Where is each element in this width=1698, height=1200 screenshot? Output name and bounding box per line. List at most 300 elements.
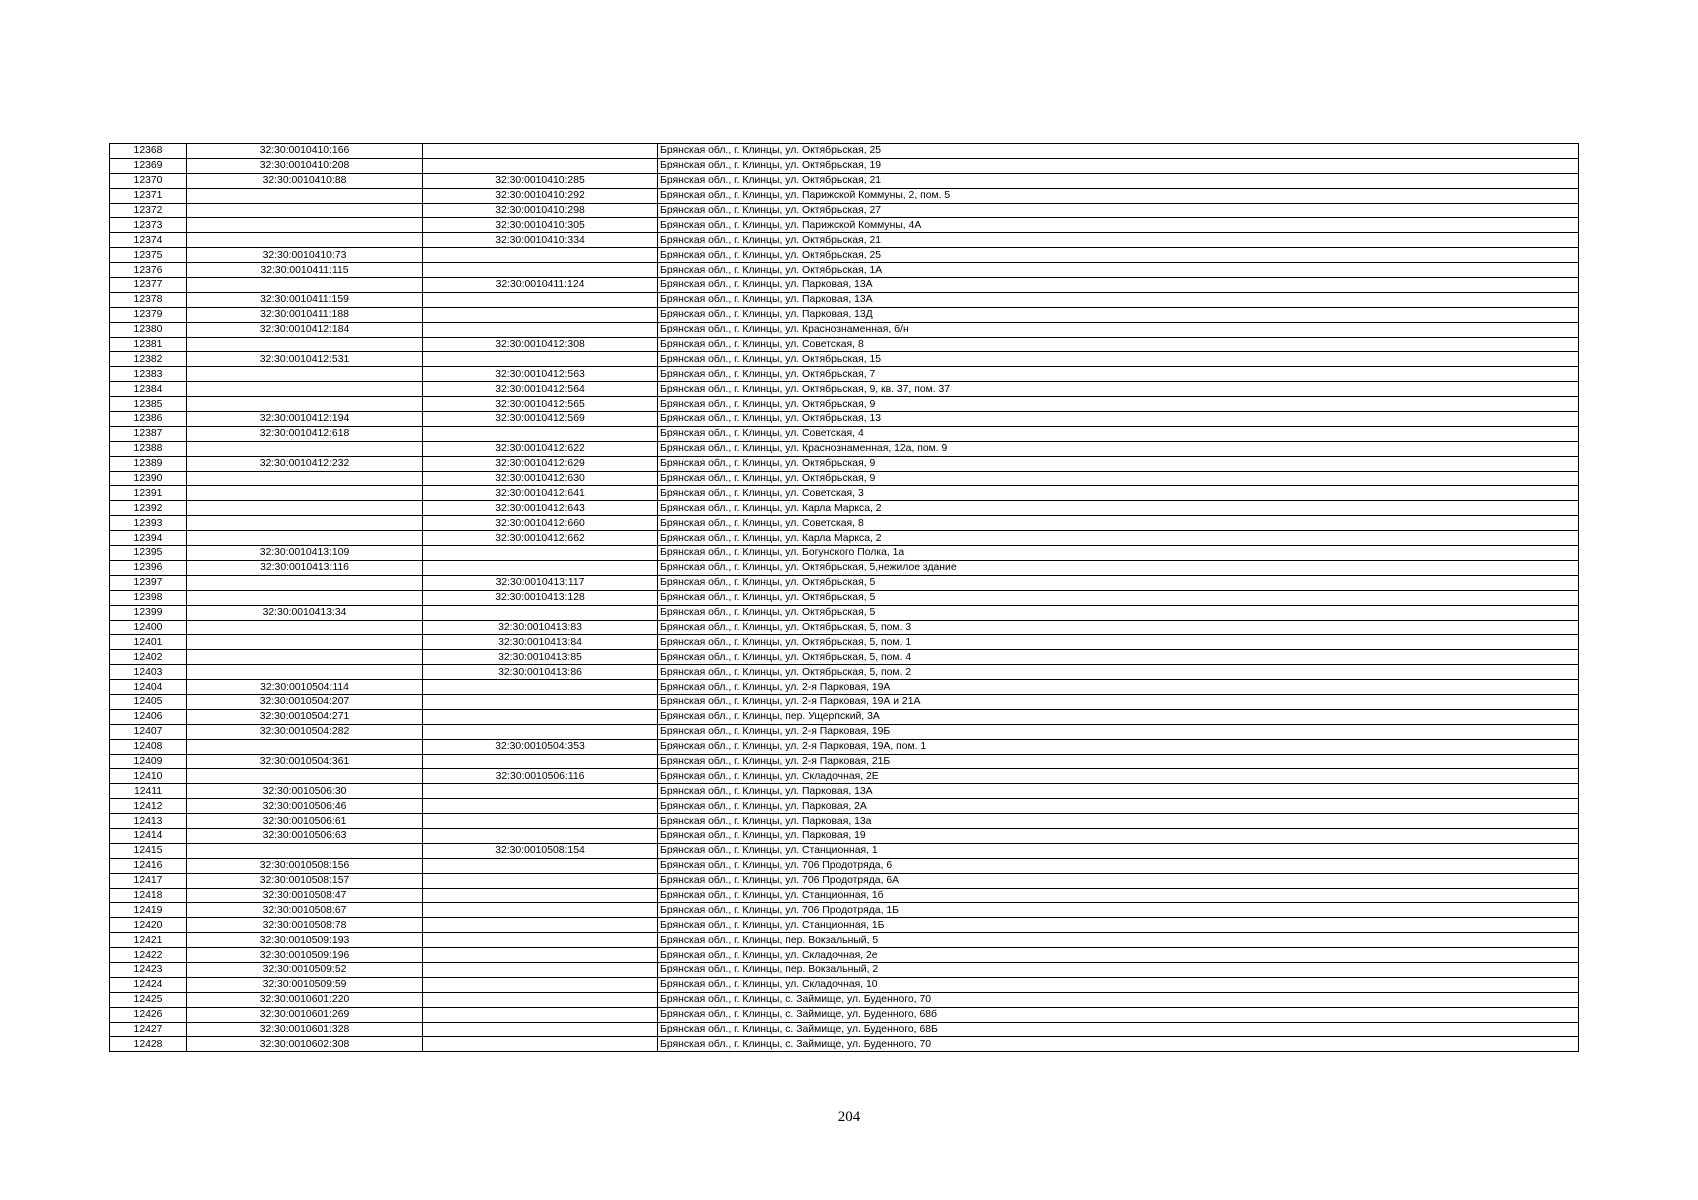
row-number-cell: 12395 (110, 546, 187, 561)
linked-cadastral-number-cell: 32:30:0010412:662 (423, 531, 658, 546)
address-cell: Брянская обл., г. Клинцы, с. Займище, ул. Буденного, 70 (658, 992, 1579, 1007)
linked-cadastral-number-cell: 32:30:0010413:128 (423, 590, 658, 605)
row-number-cell: 12402 (110, 650, 187, 665)
row-number-cell: 12418 (110, 888, 187, 903)
cadastral-number-cell: 32:30:0010506:63 (187, 828, 423, 843)
cadastral-number-cell (187, 486, 423, 501)
row-number-cell: 12407 (110, 724, 187, 739)
linked-cadastral-number-cell: 32:30:0010411:124 (423, 278, 658, 293)
cadastral-table (109, 143, 1579, 1052)
row-number-cell: 12393 (110, 516, 187, 531)
address-cell: Брянская обл., г. Клинцы, ул. Складочная, 10 (658, 977, 1579, 992)
table-row (110, 903, 1579, 918)
address-cell: Брянская обл., г. Клинцы, ул. Октябрьская, 15 (658, 352, 1579, 367)
table-row (110, 158, 1579, 173)
cadastral-number-cell (187, 367, 423, 382)
table-row (110, 754, 1579, 769)
cadastral-number-cell: 32:30:0010412:194 (187, 412, 423, 427)
linked-cadastral-number-cell: 32:30:0010412:569 (423, 412, 658, 427)
address-cell: Брянская обл., г. Клинцы, ул. Октябрьская, 5, пом. 2 (658, 665, 1579, 680)
row-number-cell: 12369 (110, 158, 187, 173)
address-cell: Брянская обл., г. Клинцы, ул. Карла Маркса, 2 (658, 531, 1579, 546)
table-row (110, 1037, 1579, 1052)
cadastral-number-cell (187, 769, 423, 784)
linked-cadastral-number-cell (423, 322, 658, 337)
linked-cadastral-number-cell (423, 873, 658, 888)
cadastral-number-cell: 32:30:0010411:188 (187, 307, 423, 322)
cadastral-number-cell: 32:30:0010413:34 (187, 605, 423, 620)
address-cell: Брянская обл., г. Клинцы, ул. 706 Продотряда, 6А (658, 873, 1579, 888)
cadastral-number-cell (187, 278, 423, 293)
cadastral-number-cell (187, 397, 423, 412)
address-cell: Брянская обл., г. Клинцы, ул. Октябрьская, 7 (658, 367, 1579, 382)
page-number: 204 (837, 1109, 861, 1125)
address-cell: Брянская обл., г. Клинцы, ул. Октябрьская, 9 (658, 471, 1579, 486)
row-number-cell: 12371 (110, 188, 187, 203)
cadastral-number-cell (187, 635, 423, 650)
cadastral-number-cell (187, 501, 423, 516)
cadastral-number-cell: 32:30:0010412:232 (187, 456, 423, 471)
address-cell: Брянская обл., г. Клинцы, ул. Парковая, 13А (658, 292, 1579, 307)
table-row (110, 918, 1579, 933)
row-number-cell: 12380 (110, 322, 187, 337)
row-number-cell: 12412 (110, 799, 187, 814)
table-row (110, 858, 1579, 873)
row-number-cell: 12392 (110, 501, 187, 516)
cadastral-number-cell: 32:30:0010412:531 (187, 352, 423, 367)
row-number-cell: 12414 (110, 828, 187, 843)
row-number-cell: 12396 (110, 560, 187, 575)
cadastral-number-cell: 32:30:0010504:361 (187, 754, 423, 769)
cadastral-number-cell: 32:30:0010509:193 (187, 933, 423, 948)
address-cell: Брянская обл., г. Клинцы, ул. Богунского Полка, 1а (658, 546, 1579, 561)
address-cell: Брянская обл., г. Клинцы, пер. Ущерпский, 3А (658, 709, 1579, 724)
address-cell: Брянская обл., г. Клинцы, ул. 2-я Парковая, 21Б (658, 754, 1579, 769)
table-row (110, 828, 1579, 843)
address-cell: Брянская обл., г. Клинцы, ул. Октябрьская, 5,нежилое здание (658, 560, 1579, 575)
address-cell: Брянская обл., г. Клинцы, ул. Октябрьская, 5 (658, 575, 1579, 590)
address-cell: Брянская обл., г. Клинцы, ул. Станционная, 1Б (658, 918, 1579, 933)
row-number-cell: 12427 (110, 1022, 187, 1037)
row-number-cell: 12375 (110, 248, 187, 263)
row-number-cell: 12372 (110, 203, 187, 218)
cadastral-number-cell: 32:30:0010411:115 (187, 263, 423, 278)
cadastral-number-cell (187, 188, 423, 203)
row-number-cell: 12422 (110, 948, 187, 963)
address-cell: Брянская обл., г. Клинцы, ул. Октябрьская, 5 (658, 605, 1579, 620)
row-number-cell: 12377 (110, 278, 187, 293)
linked-cadastral-number-cell (423, 709, 658, 724)
linked-cadastral-number-cell: 32:30:0010413:83 (423, 620, 658, 635)
cadastral-number-cell (187, 516, 423, 531)
address-cell: Брянская обл., г. Клинцы, ул. Парижской Коммуны, 2, пом. 5 (658, 188, 1579, 203)
cadastral-number-cell (187, 650, 423, 665)
address-cell: Брянская обл., г. Клинцы, пер. Вокзальный, 2 (658, 962, 1579, 977)
table-row (110, 933, 1579, 948)
table-row (110, 799, 1579, 814)
linked-cadastral-number-cell: 32:30:0010412:660 (423, 516, 658, 531)
address-cell: Брянская обл., г. Клинцы, ул. Советская, 8 (658, 516, 1579, 531)
table-row (110, 412, 1579, 427)
row-number-cell: 12401 (110, 635, 187, 650)
address-cell: Брянская обл., г. Клинцы, ул. Октябрьская, 27 (658, 203, 1579, 218)
row-number-cell: 12385 (110, 397, 187, 412)
row-number-cell: 12376 (110, 263, 187, 278)
cadastral-number-cell: 32:30:0010508:78 (187, 918, 423, 933)
table-row (110, 218, 1579, 233)
linked-cadastral-number-cell (423, 605, 658, 620)
cadastral-number-cell: 32:30:0010601:269 (187, 1007, 423, 1022)
cadastral-number-cell (187, 665, 423, 680)
address-cell: Брянская обл., г. Клинцы, ул. 706 Продотряда, 1Б (658, 903, 1579, 918)
linked-cadastral-number-cell: 32:30:0010413:117 (423, 575, 658, 590)
linked-cadastral-number-cell (423, 144, 658, 159)
row-number-cell: 12384 (110, 382, 187, 397)
cadastral-number-cell: 32:30:0010601:220 (187, 992, 423, 1007)
cadastral-number-cell: 32:30:0010411:159 (187, 292, 423, 307)
address-cell: Брянская обл., г. Клинцы, ул. Советская, 4 (658, 426, 1579, 441)
table-row (110, 977, 1579, 992)
linked-cadastral-number-cell: 32:30:0010410:285 (423, 173, 658, 188)
address-cell: Брянская обл., г. Клинцы, ул. Советская, 8 (658, 337, 1579, 352)
cadastral-number-cell: 32:30:0010412:184 (187, 322, 423, 337)
address-cell: Брянская обл., г. Клинцы, с. Займище, ул. Буденного, 68б (658, 1007, 1579, 1022)
linked-cadastral-number-cell (423, 694, 658, 709)
table-row (110, 337, 1579, 352)
cadastral-number-cell (187, 843, 423, 858)
cadastral-number-cell: 32:30:0010508:157 (187, 873, 423, 888)
address-cell: Брянская обл., г. Клинцы, ул. Октябрьская, 9, кв. 37, пом. 37 (658, 382, 1579, 397)
table-row (110, 575, 1579, 590)
row-number-cell: 12403 (110, 665, 187, 680)
table-row (110, 948, 1579, 963)
table-row (110, 367, 1579, 382)
linked-cadastral-number-cell (423, 426, 658, 441)
row-number-cell: 12374 (110, 233, 187, 248)
cadastral-number-cell (187, 203, 423, 218)
address-cell: Брянская обл., г. Клинцы, ул. Октябрьская, 5, пом. 1 (658, 635, 1579, 650)
row-number-cell: 12386 (110, 412, 187, 427)
address-cell: Брянская обл., г. Клинцы, с. Займище, ул. Буденного, 70 (658, 1037, 1579, 1052)
linked-cadastral-number-cell: 32:30:0010410:334 (423, 233, 658, 248)
linked-cadastral-number-cell (423, 754, 658, 769)
linked-cadastral-number-cell (423, 992, 658, 1007)
linked-cadastral-number-cell: 32:30:0010410:292 (423, 188, 658, 203)
address-cell: Брянская обл., г. Клинцы, ул. 2-я Парковая, 19Б (658, 724, 1579, 739)
table-row (110, 546, 1579, 561)
row-number-cell: 12428 (110, 1037, 187, 1052)
row-number-cell: 12370 (110, 173, 187, 188)
cadastral-number-cell (187, 590, 423, 605)
table-row (110, 278, 1579, 293)
row-number-cell: 12408 (110, 739, 187, 754)
table-row (110, 322, 1579, 337)
linked-cadastral-number-cell (423, 828, 658, 843)
address-cell: Брянская обл., г. Клинцы, ул. Октябрьская, 19 (658, 158, 1579, 173)
address-cell: Брянская обл., г. Клинцы, ул. Октябрьская, 25 (658, 248, 1579, 263)
row-number-cell: 12373 (110, 218, 187, 233)
row-number-cell: 12400 (110, 620, 187, 635)
cadastral-number-cell (187, 337, 423, 352)
linked-cadastral-number-cell: 32:30:0010412:629 (423, 456, 658, 471)
address-cell: Брянская обл., г. Клинцы, ул. Советская, 3 (658, 486, 1579, 501)
address-cell: Брянская обл., г. Клинцы, ул. Парковая, 13А (658, 278, 1579, 293)
row-number-cell: 12382 (110, 352, 187, 367)
linked-cadastral-number-cell (423, 248, 658, 263)
cadastral-number-cell: 32:30:0010506:30 (187, 784, 423, 799)
row-number-cell: 12389 (110, 456, 187, 471)
row-number-cell: 12415 (110, 843, 187, 858)
linked-cadastral-number-cell (423, 1007, 658, 1022)
table-row (110, 397, 1579, 412)
address-cell: Брянская обл., г. Клинцы, ул. Парковая, 2А (658, 799, 1579, 814)
cadastral-number-cell (187, 739, 423, 754)
cadastral-number-cell: 32:30:0010413:116 (187, 560, 423, 575)
address-cell: Брянская обл., г. Клинцы, ул. Октябрьская, 9 (658, 456, 1579, 471)
row-number-cell: 12409 (110, 754, 187, 769)
row-number-cell: 12398 (110, 590, 187, 605)
row-number-cell: 12378 (110, 292, 187, 307)
row-number-cell: 12379 (110, 307, 187, 322)
address-cell: Брянская обл., г. Клинцы, ул. Октябрьская, 21 (658, 173, 1579, 188)
address-cell: Брянская обл., г. Клинцы, ул. Октябрьская, 5, пом. 3 (658, 620, 1579, 635)
cadastral-number-cell (187, 382, 423, 397)
row-number-cell: 12419 (110, 903, 187, 918)
row-number-cell: 12426 (110, 1007, 187, 1022)
row-number-cell: 12387 (110, 426, 187, 441)
linked-cadastral-number-cell (423, 784, 658, 799)
address-cell: Брянская обл., г. Клинцы, ул. 2-я Парковая, 19А и 21А (658, 694, 1579, 709)
cadastral-number-cell: 32:30:0010412:618 (187, 426, 423, 441)
table-row (110, 382, 1579, 397)
address-cell: Брянская обл., г. Клинцы, с. Займище, ул. Буденного, 68Б (658, 1022, 1579, 1037)
linked-cadastral-number-cell (423, 918, 658, 933)
linked-cadastral-number-cell: 32:30:0010412:643 (423, 501, 658, 516)
linked-cadastral-number-cell: 32:30:0010504:353 (423, 739, 658, 754)
address-cell: Брянская обл., г. Клинцы, ул. Октябрьская, 13 (658, 412, 1579, 427)
table-row (110, 188, 1579, 203)
table-row (110, 680, 1579, 695)
table-row (110, 441, 1579, 456)
linked-cadastral-number-cell: 32:30:0010412:565 (423, 397, 658, 412)
linked-cadastral-number-cell: 32:30:0010412:308 (423, 337, 658, 352)
linked-cadastral-number-cell: 32:30:0010413:86 (423, 665, 658, 680)
row-number-cell: 12425 (110, 992, 187, 1007)
table-row (110, 1022, 1579, 1037)
linked-cadastral-number-cell: 32:30:0010412:563 (423, 367, 658, 382)
table-row (110, 233, 1579, 248)
address-cell: Брянская обл., г. Клинцы, ул. Октябрьская, 21 (658, 233, 1579, 248)
cadastral-number-cell: 32:30:0010410:88 (187, 173, 423, 188)
table-row (110, 605, 1579, 620)
cadastral-number-cell (187, 471, 423, 486)
cadastral-number-cell: 32:30:0010410:73 (187, 248, 423, 263)
cadastral-number-cell: 32:30:0010410:166 (187, 144, 423, 159)
table-row (110, 665, 1579, 680)
row-number-cell: 12391 (110, 486, 187, 501)
table-row (110, 962, 1579, 977)
linked-cadastral-number-cell (423, 263, 658, 278)
row-number-cell: 12411 (110, 784, 187, 799)
address-cell: Брянская обл., г. Клинцы, ул. Парковая, 13а (658, 814, 1579, 829)
linked-cadastral-number-cell (423, 546, 658, 561)
row-number-cell: 12421 (110, 933, 187, 948)
linked-cadastral-number-cell (423, 1022, 658, 1037)
address-cell: Брянская обл., г. Клинцы, ул. Складочная, 2е (658, 948, 1579, 963)
cadastral-table-body (110, 144, 1579, 1052)
table-row (110, 531, 1579, 546)
table-row (110, 784, 1579, 799)
cadastral-number-cell: 32:30:0010506:46 (187, 799, 423, 814)
cadastral-number-cell: 32:30:0010601:328 (187, 1022, 423, 1037)
address-cell: Брянская обл., г. Клинцы, ул. Карла Маркса, 2 (658, 501, 1579, 516)
cadastral-number-cell: 32:30:0010508:156 (187, 858, 423, 873)
cadastral-number-cell (187, 575, 423, 590)
table-row (110, 590, 1579, 605)
address-cell: Брянская обл., г. Клинцы, ул. Октябрьская, 25 (658, 144, 1579, 159)
cadastral-number-cell: 32:30:0010504:271 (187, 709, 423, 724)
cadastral-number-cell: 32:30:0010602:308 (187, 1037, 423, 1052)
address-cell: Брянская обл., г. Клинцы, ул. Октябрьская, 5, пом. 4 (658, 650, 1579, 665)
linked-cadastral-number-cell: 32:30:0010413:85 (423, 650, 658, 665)
linked-cadastral-number-cell (423, 814, 658, 829)
address-cell: Брянская обл., г. Клинцы, ул. Станционная, 1б (658, 888, 1579, 903)
linked-cadastral-number-cell (423, 680, 658, 695)
linked-cadastral-number-cell: 32:30:0010412:564 (423, 382, 658, 397)
row-number-cell: 12420 (110, 918, 187, 933)
cadastral-number-cell: 32:30:0010504:114 (187, 680, 423, 695)
cadastral-number-cell: 32:30:0010504:282 (187, 724, 423, 739)
table-row (110, 888, 1579, 903)
table-row (110, 843, 1579, 858)
linked-cadastral-number-cell (423, 724, 658, 739)
table-row (110, 426, 1579, 441)
row-number-cell: 12404 (110, 680, 187, 695)
table-row (110, 739, 1579, 754)
row-number-cell: 12410 (110, 769, 187, 784)
address-cell: Брянская обл., г. Клинцы, ул. Октябрьская, 5 (658, 590, 1579, 605)
table-row (110, 560, 1579, 575)
cadastral-number-cell (187, 233, 423, 248)
linked-cadastral-number-cell (423, 977, 658, 992)
cadastral-number-cell (187, 620, 423, 635)
linked-cadastral-number-cell: 32:30:0010410:298 (423, 203, 658, 218)
address-cell: Брянская обл., г. Клинцы, ул. Парковая, 13А (658, 784, 1579, 799)
row-number-cell: 12368 (110, 144, 187, 159)
cadastral-number-cell: 32:30:0010509:59 (187, 977, 423, 992)
row-number-cell: 12390 (110, 471, 187, 486)
row-number-cell: 12416 (110, 858, 187, 873)
address-cell: Брянская обл., г. Клинцы, ул. Парковая, 13Д (658, 307, 1579, 322)
cadastral-number-cell (187, 531, 423, 546)
address-cell: Брянская обл., г. Клинцы, ул. Парковая, 19 (658, 828, 1579, 843)
table-row (110, 694, 1579, 709)
table-row (110, 769, 1579, 784)
row-number-cell: 12399 (110, 605, 187, 620)
row-number-cell: 12383 (110, 367, 187, 382)
address-cell: Брянская обл., г. Клинцы, ул. 706 Продотряда, 6 (658, 858, 1579, 873)
address-cell: Брянская обл., г. Клинцы, ул. 2-я Парковая, 19А, пом. 1 (658, 739, 1579, 754)
linked-cadastral-number-cell (423, 158, 658, 173)
table-row (110, 471, 1579, 486)
linked-cadastral-number-cell (423, 799, 658, 814)
cadastral-number-cell: 32:30:0010508:67 (187, 903, 423, 918)
row-number-cell: 12406 (110, 709, 187, 724)
table-row (110, 635, 1579, 650)
linked-cadastral-number-cell (423, 962, 658, 977)
linked-cadastral-number-cell: 32:30:0010412:641 (423, 486, 658, 501)
linked-cadastral-number-cell (423, 1037, 658, 1052)
address-cell: Брянская обл., г. Клинцы, ул. Октябрьская, 1А (658, 263, 1579, 278)
linked-cadastral-number-cell (423, 948, 658, 963)
cadastral-number-cell (187, 441, 423, 456)
cadastral-number-cell: 32:30:0010410:208 (187, 158, 423, 173)
address-cell: Брянская обл., г. Клинцы, ул. Краснознаменная, б/н (658, 322, 1579, 337)
table-row (110, 709, 1579, 724)
cadastral-number-cell: 32:30:0010506:61 (187, 814, 423, 829)
linked-cadastral-number-cell (423, 292, 658, 307)
linked-cadastral-number-cell (423, 858, 658, 873)
row-number-cell: 12405 (110, 694, 187, 709)
table-row (110, 873, 1579, 888)
address-cell: Брянская обл., г. Клинцы, ул. Складочная, 2Е (658, 769, 1579, 784)
cadastral-number-cell: 32:30:0010504:207 (187, 694, 423, 709)
table-row (110, 456, 1579, 471)
linked-cadastral-number-cell: 32:30:0010413:84 (423, 635, 658, 650)
address-cell: Брянская обл., г. Клинцы, пер. Вокзальный, 5 (658, 933, 1579, 948)
address-cell: Брянская обл., г. Клинцы, ул. Парижской Коммуны, 4А (658, 218, 1579, 233)
table-row (110, 292, 1579, 307)
table-row (110, 516, 1579, 531)
linked-cadastral-number-cell: 32:30:0010506:116 (423, 769, 658, 784)
table-row (110, 650, 1579, 665)
address-cell: Брянская обл., г. Клинцы, ул. 2-я Парковая, 19А (658, 680, 1579, 695)
linked-cadastral-number-cell (423, 307, 658, 322)
linked-cadastral-number-cell: 32:30:0010508:154 (423, 843, 658, 858)
table-row (110, 173, 1579, 188)
table-row (110, 992, 1579, 1007)
table-row (110, 307, 1579, 322)
row-number-cell: 12413 (110, 814, 187, 829)
table-row (110, 144, 1579, 159)
address-cell: Брянская обл., г. Клинцы, ул. Краснознаменная, 12а, пом. 9 (658, 441, 1579, 456)
linked-cadastral-number-cell (423, 903, 658, 918)
linked-cadastral-number-cell: 32:30:0010412:630 (423, 471, 658, 486)
row-number-cell: 12394 (110, 531, 187, 546)
linked-cadastral-number-cell (423, 352, 658, 367)
cadastral-number-cell: 32:30:0010509:196 (187, 948, 423, 963)
table-row (110, 352, 1579, 367)
linked-cadastral-number-cell: 32:30:0010412:622 (423, 441, 658, 456)
row-number-cell: 12397 (110, 575, 187, 590)
cadastral-number-cell: 32:30:0010508:47 (187, 888, 423, 903)
table-row (110, 486, 1579, 501)
table-row (110, 263, 1579, 278)
table-row (110, 724, 1579, 739)
table-row (110, 1007, 1579, 1022)
row-number-cell: 12417 (110, 873, 187, 888)
row-number-cell: 12424 (110, 977, 187, 992)
cadastral-number-cell: 32:30:0010509:52 (187, 962, 423, 977)
row-number-cell: 12388 (110, 441, 187, 456)
address-cell: Брянская обл., г. Клинцы, ул. Октябрьская, 9 (658, 397, 1579, 412)
table-row (110, 501, 1579, 516)
table-row (110, 248, 1579, 263)
row-number-cell: 12381 (110, 337, 187, 352)
linked-cadastral-number-cell (423, 933, 658, 948)
address-cell: Брянская обл., г. Клинцы, ул. Станционная, 1 (658, 843, 1579, 858)
linked-cadastral-number-cell (423, 888, 658, 903)
